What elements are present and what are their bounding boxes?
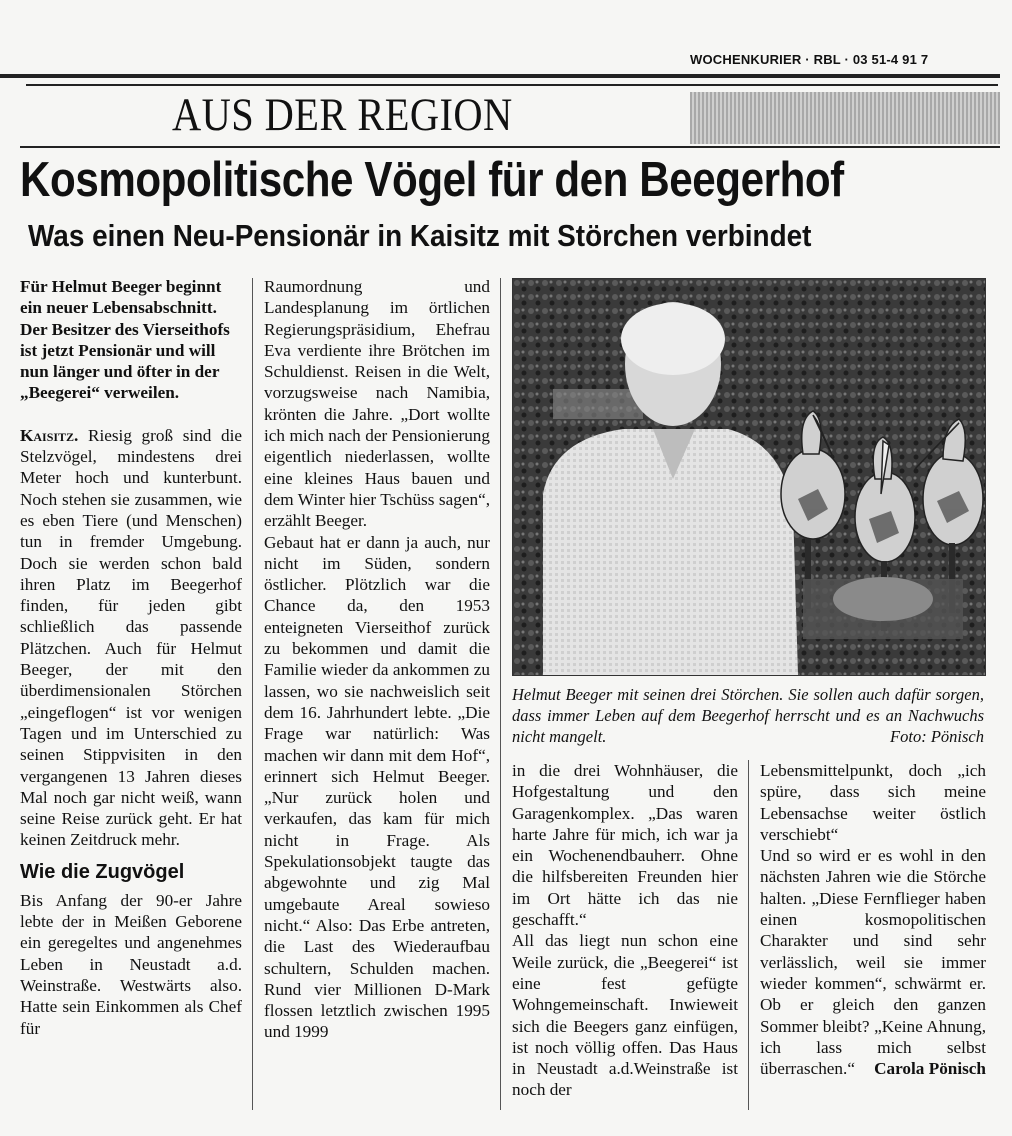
section-rule xyxy=(20,146,1000,148)
col3-paragraph-2: All das liegt nun schon eine Weile zurück, die „Beegerei“ ist eine fest gefügte Wohngemeinschaft. Inwieweit sich die Beegers ganz einfügen, ist noch völlig offen. Das Haus in Neustadt a.d.Weinstraße ist noch der xyxy=(512,931,738,1100)
col2-paragraph-2: Gebaut hat er dann ja auch, nur nicht im Süden, sondern östlicher. Plötzlich war die Chance da, den 1953 enteigneten Vierseithof zurück zu bekommen und damit die Familie wieder da ankommen zu lassen, wo sie nachweislich seit dem 16. Jahrhundert lebte. „Die Frage war natürlich: Was machen wir dann mit dem Hof“, erinnert sich Helmut Beeger. „Nur zurück holen und verkaufen, das kam für mich nicht in Frage. Als Spekulationsobjekt taugte das abgewohnte und zig Mal umgebaute Areal sowieso nicht.“ Also: Das Erbe antreten, die Last des Wiederaufbau schultern, Schulden machen. Rund vier Millionen D-Mark flossen letztlich zwischen 1995 und 1999 xyxy=(264,532,490,1042)
lead-paragraph: Für Helmut Beeger beginnt ein neuer Lebensabschnitt. Der Besitzer des Vierseithofs ist jetzt Pensionär und will nun länger und öfter in der „Beegerei“ verweilen. xyxy=(20,277,230,403)
storks-photo xyxy=(512,278,986,676)
col4-paragraph-2-text: Und so wird er es wohl in den nächsten Jahren wie die Störche halten. „Diese Fernflieger haben einen kosmopolitischen Charakter und sind sehr verlässlich, weil sie immer wieder kommen“, schwärmt er. Ob er gleich den ganzen Sommer bleibt? „Keine Ahnung, ich lass mich selbst überraschen.“ xyxy=(760,846,986,1079)
subhead: Wie die Zugvögel xyxy=(20,860,185,883)
column-3 xyxy=(512,760,738,1101)
section-shade xyxy=(690,92,1000,144)
photo-credit: Foto: Pönisch xyxy=(890,727,984,746)
col4-paragraph-1: Lebensmittelpunkt, doch „ich spüre, dass sich meine Lebensachse weiter östlich verschiebt“ xyxy=(760,761,986,844)
masthead-rule xyxy=(0,74,1000,78)
subheadline: Was einen Neu-Pensionär in Kaisitz mit Störchen verbindet xyxy=(28,218,812,253)
col4-paragraph-2 xyxy=(760,845,986,1079)
caption-text: Helmut Beeger mit seinen drei Störchen. Sie sollen auch dafür sorgen, dass immer Leben auf dem Beegerhof herrscht und es an Nachwuchs nicht mangelt. xyxy=(512,685,984,746)
author-byline: Carola Pönisch xyxy=(874,1059,986,1079)
column-1 xyxy=(20,276,242,1039)
dateline: Kaisitz. xyxy=(20,425,79,445)
body-text-1: Riesig groß sind die Stelzvögel, mindestens drei Meter hoch und kunterbunt. Noch stehen sie zusammen, wie es eben Tiere (und Menschen) tun in fremder Umgebung. Doch sie werden schon bald ihren Platz im Beegerhof finden, für jeden gibt schließlich das passende Plätzchen. Auch für Helmut Beeger, der mit den überdimensionalen Störchen „eingeflogen“ ist vor wenigen Tagen und im Unterschied zu seinen Stippvisiten in den vergangenen 13 Jahren dieses Mal noch gar nicht weiß, wann seine Reise zurück geht. Er hat keinen Zeitdruck mehr. xyxy=(20,425,242,850)
photo-caption xyxy=(512,684,984,747)
column-4 xyxy=(760,760,986,1079)
column-divider xyxy=(252,278,253,1110)
col3-paragraph-1: in die drei Wohnhäuser, die Hofgestaltung und den Garagenkomplex. „Das waren harte Jahre für mich, ich war ja ein Wochenendbauherr. Ohne die hilfsbereiten Freunden hier im Ort hätte ich das nie geschafft.“ xyxy=(512,761,738,930)
body-paragraph-1 xyxy=(20,425,242,851)
photo-image xyxy=(513,279,985,675)
section-title: AUS DER REGION xyxy=(172,89,513,141)
column-2 xyxy=(264,276,490,1043)
masthead: WOCHENKURIER · RBL · 03 51-4 91 7 xyxy=(690,52,929,67)
col2-paragraph-1: Raumordnung und Landesplanung im örtlichen Regierungspräsidium, Ehefrau Eva verdiente ihre Brötchen im Schuldienst. Reisen in die Welt, vorzugsweise nach Namibia, krönten die Jahre. „Dort wollte ich mich nach der Pensionierung eigentlich niederlassen, wollte eine kleines Haus bauen und dem Winter hier Tschüss sagen“, erzählt Beeger. xyxy=(264,277,490,531)
headline: Kosmopolitische Vögel für den Beegerhof xyxy=(20,153,844,207)
column-divider xyxy=(748,760,749,1110)
column-divider xyxy=(500,278,501,1110)
body-paragraph-2: Bis Anfang der 90-er Jahre lebte der in Meißen Geborene ein geregeltes und angenehmes Leben in Neustadt a.d. Weinstraße. Westwärts also. Hatte sein Einkommen als Chef für xyxy=(20,890,242,1038)
